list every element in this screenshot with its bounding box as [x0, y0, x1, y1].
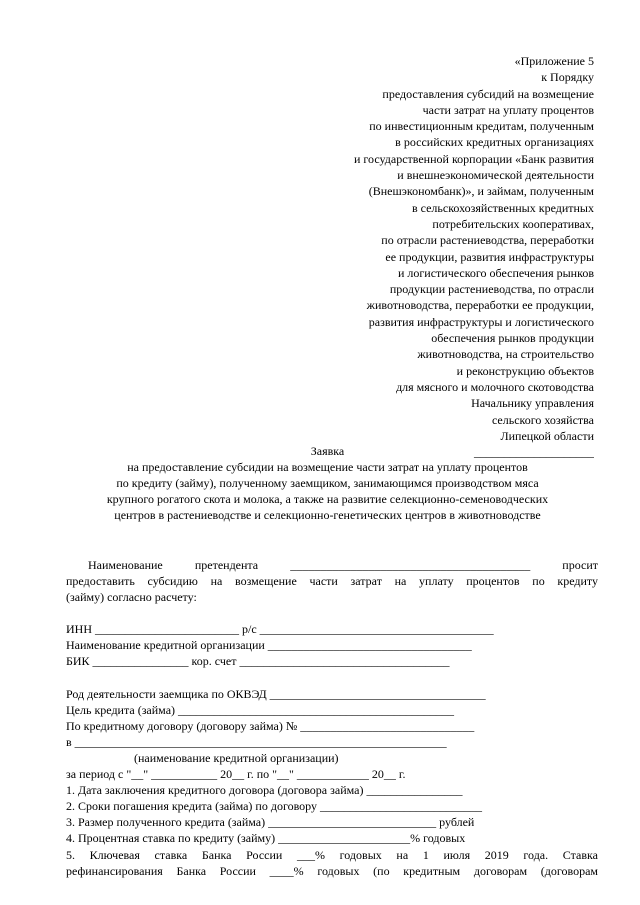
appendix-line: и внешнеэкономической деятельности: [397, 168, 594, 183]
title-line: по кредиту (займу), полученному заемщиком, занимающимся производством мяса: [116, 476, 539, 490]
item-key-rate: 5. Ключевая ставка Банка России ___% годовых на 1 июля 2019 года. Ставка: [66, 847, 598, 862]
addressee-line: Липецкой области: [500, 428, 594, 443]
appendix-line: предоставления субсидий на возмещение: [382, 86, 594, 101]
item-interest-rate: 4. Процентная ставка по кредиту (займу) ______________________% годовых: [66, 831, 466, 846]
appendix-line: и логистического обеспечения рынков: [397, 265, 594, 280]
appendix-header: [214, 53, 594, 460]
title-line: на предоставление субсидии на возмещение части затрат на уплату процентов: [127, 460, 528, 474]
bank-caption: (наименование кредитной организации): [134, 750, 339, 765]
appendix-line: животноводства, переработки ее продукции,: [366, 298, 594, 313]
appendix-line: обеспечения рынков продукции: [431, 331, 594, 346]
applicant-name-line: Наименование претендента ________________________________________ просит: [88, 558, 598, 572]
item-credit-amount: 3. Размер полученного кредита (займа) ____________________________ рублей: [66, 815, 475, 830]
appendix-line: по инвестиционным кредитам, полученным: [369, 119, 594, 134]
inn-account-line: ИНН ________________________ р/с _______________________________________: [66, 622, 494, 637]
appendix-line: в сельскохозяйственных кредитных: [411, 200, 594, 215]
appendix-line: ее продукции, развития инфраструктуры: [385, 249, 594, 264]
application-form: [66, 557, 598, 879]
application-title: [60, 443, 595, 523]
bik-corr-account-line: БИК ________________ кор. счет ___________________________________: [66, 654, 450, 669]
appendix-line: (Внешэкономбанк)», и займам, полученным: [368, 184, 594, 199]
bank-name-line: Наименование кредитной организации __________________________________: [66, 638, 472, 653]
appendix-line: и государственной корпорации «Банк развития: [354, 151, 594, 166]
appendix-line: в российских кредитных организациях: [395, 135, 594, 150]
intro-text-line: (займу) согласно расчету:: [66, 590, 197, 605]
intro-text-line: предоставить субсидию на возмещение части затрат на уплату процентов по кредиту: [66, 574, 598, 589]
appendix-line: продукции растениеводства, по отрасли: [389, 282, 594, 297]
okved-line: Род деятельности заемщика по ОКВЭД ____________________________________: [66, 686, 486, 701]
title-heading: Заявка: [310, 444, 345, 458]
appendix-line: для мясного и молочного скотоводства: [396, 379, 594, 394]
item-repayment-terms: 2. Сроки погашения кредита (займа) по договору ___________________________: [66, 799, 482, 814]
item-refinancing-rate: рефинансирования Банка России ____% годовых (по кредитным договорам (договорам: [66, 863, 598, 878]
title-line: крупного рогатого скота и молока, а также на развитие селекционно-семеноводческих: [106, 492, 549, 506]
title-line: центров в растениеводстве и селекционно-генетических центров в животноводстве: [114, 508, 541, 522]
addressee-blank: ____________________: [474, 445, 594, 460]
appendix-line: по отрасли растениеводства, переработки: [381, 233, 594, 248]
item-contract-date: 1. Дата заключения кредитного договора (договора займа) ________________: [66, 783, 463, 798]
contract-number-line: По кредитному договору (договору займа) № _____________________________: [66, 718, 475, 733]
appendix-line: «Приложение 5: [514, 54, 594, 68]
addressee-line: Начальнику управления: [471, 396, 594, 411]
credit-purpose-line: Цель кредита (займа) ______________________________________________: [66, 702, 455, 717]
appendix-line: к Порядку: [541, 70, 594, 85]
appendix-line: части затрат на уплату процентов: [422, 102, 594, 117]
appendix-line: развития инфраструктуры и логистического: [368, 314, 594, 329]
bank-in-line: в ______________________________________________________________: [66, 734, 447, 749]
appendix-line: потребительских кооперативах,: [432, 216, 594, 231]
appendix-line: животноводства, на строительство: [417, 347, 594, 362]
addressee-line: сельского хозяйства: [491, 412, 594, 427]
period-line: за период с "__" ___________ 20__ г. по "__" ____________ 20__ г.: [66, 767, 406, 782]
appendix-line: и реконструкцию объектов: [456, 363, 594, 378]
